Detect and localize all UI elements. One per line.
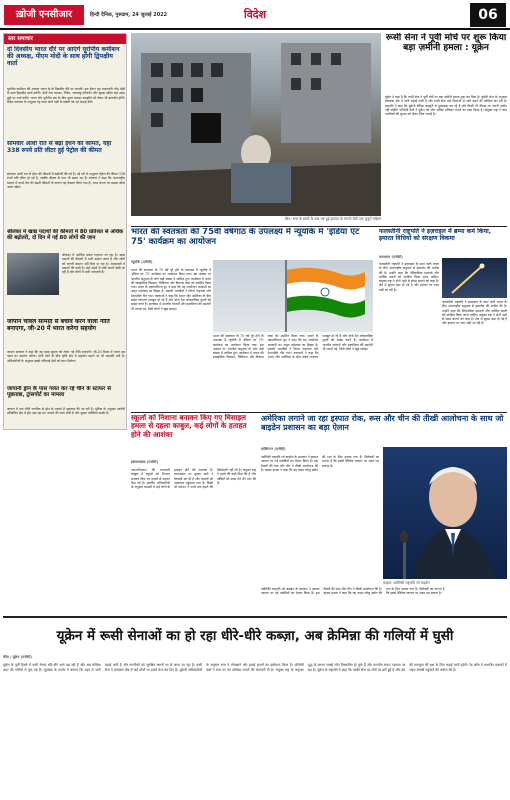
brief-1-body: यूरोपीय कमीशन की अध्यक्ष भारत के दो दिवसीय दौरे पर आएंगी। इस दौरान वह प्रधानमंत्री नरेंद्र मोदी के साथ द्विपक्षीय वार्ता करेंगी। दोनों नेता व्यापार, निवेश, जलवायु परिवर्तन और सुरक्षा सहित कई अहम मुद्दों पर चर्चा करेंगे। भारत और यूरोपीय संघ के बीच मुक्त व्यापार समझौते को लेकर भी बातचीत होगी। विदेश मंत्रालय के अनुसार यह यात्रा दोनों पक्षों के संबंधों को नई ऊंचाई देगी। bbox=[7, 87, 125, 104]
kabul-story-headline: स्कूलों को निशाना बनाकर किए गए मिसाइल हमला से दहला काबुल, कई लोगों के हताहत होने की आशंका bbox=[131, 414, 247, 439]
us-steel-story bbox=[261, 414, 507, 614]
india-story-body-cont: भारत की स्वतंत्रता के 75 वर्ष पूरे होने के उपलक्ष्य में न्यूयॉर्क में 'इंडिया एट 75' कार्यक्रम का आयोजन किया गया। इस अवसर पर भारतीय समुदाय के लोग बड़ी संख्या में शामिल हुए। कार्यक्रम में भारत की सांस्कृतिक विरासत, विविधता और विकास यात्रा को प्रदर्शित किया गया। भारत के महावाणिज्य दूत ने कहा कि यह आयोजन आज़ादी का अमृत महोत्सव का हिस्सा है। प्रवासी भारतीयों ने तिरंगा फहराया और देशभक्ति गीत गाए। वक्ताओं ने कहा कि भारत और अमेरिका के बीच संबंध लगातार मज़बूत हो रहे हैं और दोनों देश लोकतांत्रिक मूल्यों को साझा करते हैं। कार्यक्रम में भारतीय व्यंजनों और हस्तशिल्प की प्रदर्शनी भी लगाई गई, जिसे लोगों ने खूब सराहा। bbox=[213, 334, 373, 360]
india-flag-photo bbox=[213, 260, 373, 332]
russia-story-headline: रूसी सेना ने पूर्वी मोर्चे पर शुरू किया बड़ा ज़मीनी हमला : यूक्रेन bbox=[385, 33, 507, 54]
india-at-75-story bbox=[131, 228, 374, 410]
palestine-story-body-cont: फलस्तीनी राष्ट्रपति ने इज़राइल के साथ जारी तनाव के बीच अंतरराष्ट्रीय समुदाय से हस्तक्षेप की अपील की है। उन्होंने कहा कि ऐतिहासिक इमारतों और धार्मिक स्थलों को संरक्षित किया जाना चाहिए। संयुक्त राष्ट्र ने दोनों पक्षों से संयम बरतने को कहा है। क्षेत्र में सुरक्षा बढ़ा दी गई है और हालात पर नज़र रखी जा रही है। bbox=[442, 300, 507, 326]
kabul-school-attack-story bbox=[131, 414, 256, 614]
russia-offensive-story bbox=[385, 33, 507, 228]
palestine-story-byline: यरुशलम (एजेंसी) bbox=[379, 255, 403, 259]
sidebar-label: सार समाचार bbox=[4, 34, 127, 44]
kabul-story-body: अफगानिस्तान की राजधानी काबुल में स्कूलों को निशाना बनाकर किए गए हमलों से दहशत फैल गई है। स्थानीय अधिकारियों के अनुसार धमाकों में कई लोगों के हताहत होने की आशंका है। घटनास्थल पर सुरक्षा बलों ने घेराबंदी कर दी है और घायलों को अस्पताल पहुंचाया गया है। किसी भी संगठन ने अभी तक हमले की ज़िम्मेदारी नहीं ली है। संयुक्त राष्ट्र ने हमले की कड़ी निंदा की है और दोषियों को सज़ा देने की मांग की है। bbox=[131, 468, 256, 490]
palestine-story bbox=[379, 228, 507, 410]
us-story-body: अमेरिकी राष्ट्रपति जो बाइडेन के प्रशासन ने इस्पात आयात पर नई पाबंदियों का ऐलान किया है। इस फैसले की रूस और चीन ने तीखी आलोचना की है। व्हाइट हाउस ने कहा कि यह कदम घरेलू उद्योग की रक्षा के लिए उठाया गया है। विशेषज्ञों का मानना है कि इससे वैश्विक व्यापार पर असर पड़ सकता है। bbox=[261, 455, 379, 472]
section-title: विदेश bbox=[243, 8, 267, 21]
ruined-building-illustration bbox=[131, 33, 381, 216]
brief-3-headline: श्रीलंका में खाद्य पदार्थों की कीमतों में 80 प्रतिशत से अधिक की बढ़ोतरी, दो दिन में गईं 80 लोगों की जान bbox=[7, 229, 124, 242]
bottom-story-byline: कीव / यूक्रेन (एजेंसी) bbox=[3, 655, 32, 659]
palestine-story-body: फलस्तीनी राष्ट्रपति ने इज़राइल के साथ जारी तनाव के बीच अंतरराष्ट्रीय समुदाय से हस्तक्षेप की अपील की है। उन्होंने कहा कि ऐतिहासिक इमारतों और धार्मिक स्थलों को संरक्षित किया जाना चाहिए। संयुक्त राष्ट्र ने दोनों पक्षों से संयम बरतने को कहा है। क्षेत्र में सुरक्षा बढ़ा दी गई है और हालात पर नज़र रखी जा रही है। bbox=[379, 262, 439, 292]
bottom-story-body: यूक्रेन के पूर्वी हिस्से में रूसी सेनाएं धीरे-धीरे आगे बढ़ रही हैं और अब क्रेमिन्ना शहर की गलियों में घुस गई हैं। लुहांस्क के गवर्नर ने बताया कि शहर में भारी लड़ाई जारी है और नागरिकों को सुरक्षित स्थानों पर ले जाया जा रहा है। रूसी सेना ने डोनबास क्षेत्र में कई मोर्चों पर हमले तेज़ कर दिए हैं। यूक्रेनी अधिकारियों के अनुसार रूस ने तोपखाने और हवाई हमलों का इस्तेमाल किया है। पश्चिमी देशों ने रूस पर नए प्रतिबंध लगाने की चेतावनी दी है। संयुक्त राष्ट्र के अनुसार युद्ध के कारण लाखों लोग विस्थापित हो चुके हैं और मानवीय संकट गहराता जा रहा है। यूक्रेन के राष्ट्रपति ने कहा कि उनकी सेना हर मोर्चे पर डटी हुई है और देश की संप्रभुता की रक्षा के लिए लड़ाई जारी रहेगी। रेड क्रॉस ने प्रभावित इलाकों में राहत सामग्री पहुंचाने की अपील की है। bbox=[3, 663, 507, 672]
divider-2 bbox=[131, 412, 507, 413]
brief-2-headline: सोमवार आधी रात से बढ़ी ईंधन की कीमत, यहां 338 रुपये प्रति लीटर हुई पेट्रोल की कीमत bbox=[7, 141, 112, 154]
brief-5-body: जापान में एक चीनी नागरिक से ड्रोन के मामले में पूछताछ की जा रही है। पुलिस के अनुसार आरोपी प्रतिबंधित क्षेत्र में ड्रोन उड़ा रहा था। मामले की जांच जारी है और सुरक्षा एजेंसियां सतर्क हैं। bbox=[7, 407, 125, 416]
divider-1 bbox=[131, 226, 507, 227]
top-photo-caption: कीव: रूस के हमले के बाद नष्ट हुई इमारत के सामने बैठी एक बुजुर्ग महिला bbox=[284, 217, 381, 221]
masthead-dateline: हिन्दी दैनिक, गुरुग्राम, 24 जुलाई 2022 bbox=[90, 12, 168, 18]
us-photo-caption: फ़ाइल: अमेरिकी राष्ट्रपति जो बाइडेन bbox=[383, 581, 430, 585]
bottom-story-headline: यूक्रेन में रूसी सेनाओं का हो रहा धीरे-धीरे कब्ज़ा, अब क्रेमिन्ना की गलियों में घुसी bbox=[56, 628, 454, 644]
brief-2-body: सोमवार आधी रात से ईंधन की कीमतों में बढ़ोतरी की गई है। नई दरों के अनुसार पेट्रोल की कीमत 338 रुपये प्रति लीटर हो गई है, जबकि डीजल के दाम भी बढ़ाए गए हैं। सरकार ने कहा कि अंतरराष्ट्रीय बाजार में कच्चे तेल की बढ़ती कीमतों के कारण यह फैसला लिया गया है। आम जनता पर इसका सीधा असर पड़ेगा। bbox=[7, 172, 125, 189]
divider-3 bbox=[3, 616, 507, 618]
brief-3-body: श्रीलंका में आर्थिक संकट गहराता जा रहा है। खाद्य पदार्थों की कीमतों में भारी उछाल आया है और लोगों को जरूरी सामान नहीं मिल पा रहा है। अस्पतालों में दवाओं की कमी है। कई शहरों में लंबी कतारें देखी जा रही हैं और लोगों में भारी नाराजगी है। bbox=[62, 253, 125, 275]
sidebar-news-brief bbox=[3, 33, 127, 430]
masthead-logo: ख़ोजी एनसीआर bbox=[4, 5, 84, 25]
bottom-kreminna-story bbox=[3, 619, 507, 797]
president-portrait-illustration bbox=[383, 447, 507, 579]
kabul-story-byline: इस्लामाबाद (एजेंसी) bbox=[131, 460, 159, 464]
rocket-launch-illustration bbox=[442, 258, 507, 298]
brief-1-headline: दो दिवसीय भारत दौरे पर आएंगे यूरोपीय कमीशन की अध्यक्ष, पीएम मोदी के साथ होंगी द्विपक्षीय वार्ता bbox=[7, 46, 120, 68]
palestine-story-headline: फलस्तीनी राष्ट्रपति ने इज़राइल में ब्रम्पा कर्म किया, इमारत विधियों को संरक्षण विकमा bbox=[379, 228, 492, 243]
masthead bbox=[0, 0, 510, 30]
india-story-body: भारत की स्वतंत्रता के 75 वर्ष पूरे होने के उपलक्ष्य में न्यूयॉर्क में 'इंडिया एट 75' कार्यक्रम का आयोजन किया गया। इस अवसर पर भारतीय समुदाय के लोग बड़ी संख्या में शामिल हुए। कार्यक्रम में भारत की सांस्कृतिक विरासत, विविधता और विकास यात्रा को प्रदर्शित किया गया। भारत के महावाणिज्य दूत ने कहा कि यह आयोजन आज़ादी का अमृत महोत्सव का हिस्सा है। प्रवासी भारतीयों ने तिरंगा फहराया और देशभक्ति गीत गाए। वक्ताओं ने कहा कि भारत और अमेरिका के बीच संबंध लगातार मज़बूत हो रहे हैं और दोनों देश लोकतांत्रिक मूल्यों को साझा करते हैं। कार्यक्रम में भारतीय व्यंजनों और हस्तशिल्प की प्रदर्शनी भी लगाई गई, जिसे लोगों ने खूब सराहा। bbox=[131, 268, 211, 311]
brief-5-headline: जापानी ड्रोन के पास गलत कर रहे चीन के स्टाफर से पूछताछ, ट्रांसपोर्ट का मामला bbox=[7, 386, 111, 399]
page-number: 06 bbox=[470, 3, 506, 27]
india-story-headline: भारत की स्वतंत्रता की 75वीं वर्षगांठ के उपलक्ष्य में न्यूयॉर्क में 'इंडिया एट 75' कार्यक्रम का आयोजन bbox=[131, 228, 360, 247]
india-story-byline: न्यूयॉर्क (एजेंसी) bbox=[131, 260, 153, 264]
us-story-headline: अमेरिका लगाने जा रहा इस्पात रोक, रूस और चीन की तीखी आलोचना के साथ जो बाइडेन प्रशासन का बड़ा ऐलान bbox=[261, 414, 504, 433]
us-story-byline: वाशिंगटन (एजेंसी) bbox=[261, 447, 286, 451]
top-news-photo bbox=[131, 33, 381, 216]
brief-4-headline: जापान चावल सामग्री से बचाव करने वाला नीति बनाएगा, जी-20 में भारत करेगा सहयोग bbox=[7, 319, 110, 332]
brief-4-body: जापान सरकार ने कहा कि वह खाद्य सुरक्षा को लेकर नई नीति बनाएगी। जी-20 बैठक में भारत इस पहल का समर्थन करेगा। दोनों देशों के बीच कृषि क्षेत्र में सहयोग बढ़ाने पर भी सहमति बनी है। अधिकारियों के अनुसार इससे एशियाई देशों को लाभ मिलेगा। bbox=[7, 350, 125, 363]
indian-flag-illustration bbox=[213, 260, 373, 332]
biden-photo bbox=[383, 447, 507, 579]
rocket-photo bbox=[442, 258, 507, 298]
russia-story-body: यूक्रेन ने कहा है कि रूसी सेना ने पूर्वी मोर्चे पर बड़ा ज़मीनी हमला शुरू कर दिया है। यूक्रेनी सेना के अनुसार डोनबास क्षेत्र में भारी लड़ाई जारी है और रूसी सेना कई दिशाओं से आगे बढ़ने की कोशिश कर रही है। राष्ट्रपति ने कहा कि यूक्रेनी सैनिक बहादुरी से मुकाबला कर रहे हैं और किसी भी कीमत पर अपनी ज़मीन नहीं छोड़ेंगे। पश्चिमी देशों ने यूक्रेन को और अधिक हथियार भेजने का वादा किया है। संयुक्त राष्ट्र ने आम नागरिकों की सुरक्षा को लेकर चिंता जताई है। bbox=[385, 95, 507, 117]
brief-3-photo bbox=[7, 253, 59, 295]
us-story-body-cont: अमेरिकी राष्ट्रपति जो बाइडेन के प्रशासन ने इस्पात आयात पर नई पाबंदियों का ऐलान किया है। इस फैसले की रूस और चीन ने तीखी आलोचना की है। व्हाइट हाउस ने कहा कि यह कदम घरेलू उद्योग की रक्षा के लिए उठाया गया है। विशेषज्ञों का मानना है कि इससे वैश्विक व्यापार पर असर पड़ सकता है। bbox=[261, 587, 445, 596]
